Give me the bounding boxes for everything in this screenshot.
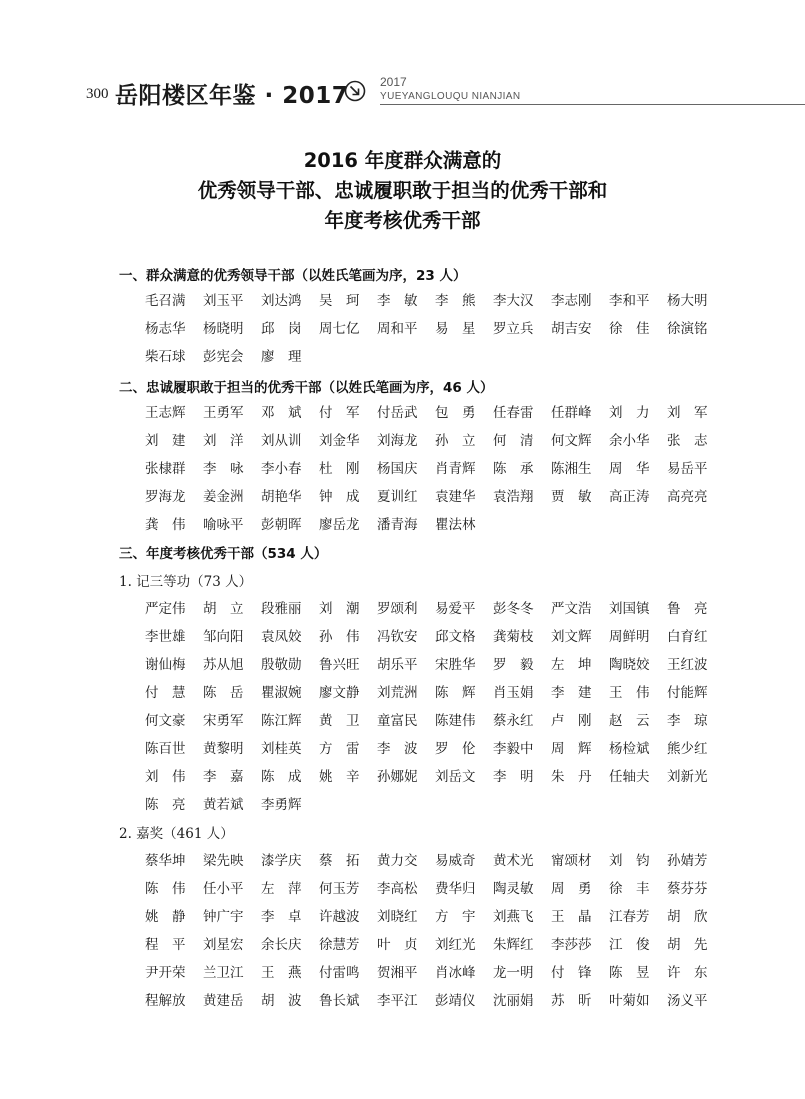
- person-name: 徐 佳: [609, 321, 650, 337]
- person-name: 鲁 亮: [667, 601, 708, 617]
- person-name: 熊少红: [667, 741, 708, 757]
- name-row: [145, 847, 725, 875]
- person-name: 陈建伟: [435, 713, 476, 729]
- person-name: 彭靖仪: [435, 993, 476, 1009]
- name-row: [145, 931, 725, 959]
- person-name: 叶 贞: [377, 937, 418, 953]
- person-name: 费华归: [435, 881, 476, 897]
- person-name: 胡 先: [667, 937, 708, 953]
- person-name: 易威奇: [435, 853, 476, 869]
- person-name: 包 勇: [435, 405, 476, 421]
- person-name: 陈湘生: [551, 461, 592, 477]
- person-name: 周 辉: [551, 741, 592, 757]
- person-name: 刘红光: [435, 937, 476, 953]
- name-row: [145, 399, 725, 427]
- person-name: 付雷鸣: [319, 965, 360, 981]
- person-name: 陈 辉: [435, 685, 476, 701]
- person-name: 严定伟: [145, 601, 186, 617]
- person-name: 罗立兵: [493, 321, 534, 337]
- person-name: 廖岳龙: [319, 517, 360, 533]
- person-name: 何文辉: [551, 433, 592, 449]
- person-name: 李志刚: [551, 293, 592, 309]
- person-name: 蔡华坤: [145, 853, 186, 869]
- person-name: 王 燕: [261, 965, 302, 981]
- person-name: 袁浩翔: [493, 489, 534, 505]
- person-name: 胡 立: [203, 601, 244, 617]
- person-name: 王红波: [667, 657, 708, 673]
- person-name: 朱辉红: [493, 937, 534, 953]
- person-name: 邱 岗: [261, 321, 302, 337]
- person-name: 任群峰: [551, 405, 592, 421]
- subsection-commendation-name-list: [145, 847, 725, 1015]
- person-name: 徐慧芳: [319, 937, 360, 953]
- person-name: 黄术光: [493, 853, 534, 869]
- name-row: [145, 791, 725, 819]
- person-name: 刘岳文: [435, 769, 476, 785]
- person-name: 李 咏: [203, 461, 244, 477]
- person-name: 张 志: [667, 433, 708, 449]
- person-name: 段雅丽: [261, 601, 302, 617]
- person-name: 肖玉娟: [493, 685, 534, 701]
- person-name: 胡乐平: [377, 657, 418, 673]
- name-row: [145, 763, 725, 791]
- person-name: 刘 洋: [203, 433, 244, 449]
- person-name: 李 建: [551, 685, 592, 701]
- person-name: 孙 伟: [319, 629, 360, 645]
- person-name: 龚 伟: [145, 517, 186, 533]
- person-name: 贺湘平: [377, 965, 418, 981]
- person-name: 易爱平: [435, 601, 476, 617]
- name-row: [145, 707, 725, 735]
- person-name: 陶晓姣: [609, 657, 650, 673]
- person-name: 易 星: [435, 321, 476, 337]
- person-name: 杨检斌: [609, 741, 650, 757]
- person-name: 李勇辉: [261, 797, 302, 813]
- section-1-heading: 一、群众满意的优秀领导干部（以姓氏笔画为序，23 人）: [119, 268, 467, 284]
- person-name: 肖青辉: [435, 461, 476, 477]
- person-name: 刘国镇: [609, 601, 650, 617]
- subsection-commendation-heading: 2. 嘉奖（461 人）: [119, 826, 234, 842]
- person-name: 胡吉安: [551, 321, 592, 337]
- person-name: 陈 昱: [609, 965, 650, 981]
- person-name: 姚 静: [145, 909, 186, 925]
- person-name: 冯钦安: [377, 629, 418, 645]
- person-name: 袁凤姣: [261, 629, 302, 645]
- person-name: 高亮亮: [667, 489, 708, 505]
- person-name: 程解放: [145, 993, 186, 1009]
- person-name: 邹向阳: [203, 629, 244, 645]
- person-name: 何玉芳: [319, 881, 360, 897]
- person-name: 胡 波: [261, 993, 302, 1009]
- person-name: 朱 丹: [551, 769, 592, 785]
- person-name: 付 慧: [145, 685, 186, 701]
- person-name: 喻咏平: [203, 517, 244, 533]
- name-row: [145, 343, 725, 371]
- person-name: 宋胜华: [435, 657, 476, 673]
- person-name: 方 宇: [435, 909, 476, 925]
- person-name: 童富民: [377, 713, 418, 729]
- person-name: 廖文静: [319, 685, 360, 701]
- person-name: 李 嘉: [203, 769, 244, 785]
- name-row: [145, 483, 725, 511]
- person-name: 李 卓: [261, 909, 302, 925]
- person-name: 陈百世: [145, 741, 186, 757]
- person-name: 徐 丰: [609, 881, 650, 897]
- person-name: 付 军: [319, 405, 360, 421]
- person-name: 陶灵敏: [493, 881, 534, 897]
- person-name: 孙 立: [435, 433, 476, 449]
- person-name: 鲁长斌: [319, 993, 360, 1009]
- person-name: 李世雄: [145, 629, 186, 645]
- subsection-merit-name-list: [145, 595, 725, 819]
- person-name: 江 俊: [609, 937, 650, 953]
- document-title: [0, 146, 805, 236]
- section-2-name-list: [145, 399, 725, 539]
- name-row: [145, 595, 725, 623]
- person-name: 付 锋: [551, 965, 592, 981]
- person-name: 李和平: [609, 293, 650, 309]
- name-row: [145, 679, 725, 707]
- person-name: 刘桂英: [261, 741, 302, 757]
- person-name: 黄黎明: [203, 741, 244, 757]
- person-name: 刘 力: [609, 405, 650, 421]
- person-name: 谢仙梅: [145, 657, 186, 673]
- person-name: 徐演铭: [667, 321, 708, 337]
- person-name: 梁先映: [203, 853, 244, 869]
- person-name: 柴石球: [145, 349, 186, 365]
- person-name: 瞿法林: [435, 517, 476, 533]
- name-row: [145, 903, 725, 931]
- person-name: 周和平: [377, 321, 418, 337]
- subsection-merit-heading: 1. 记三等功（73 人）: [119, 574, 253, 590]
- person-name: 龙一明: [493, 965, 534, 981]
- person-name: 杨志华: [145, 321, 186, 337]
- person-name: 叶菊如: [609, 993, 650, 1009]
- person-name: 许越波: [319, 909, 360, 925]
- person-name: 钟广宇: [203, 909, 244, 925]
- person-name: 鲁兴旺: [319, 657, 360, 673]
- section-2-heading: 二、忠诚履职敢于担当的优秀干部（以姓氏笔画为序，46 人）: [119, 380, 494, 396]
- person-name: 黄 卫: [319, 713, 360, 729]
- person-name: 刘星宏: [203, 937, 244, 953]
- page-header: [0, 70, 805, 110]
- person-name: 黄力交: [377, 853, 418, 869]
- page-number: 300: [86, 86, 109, 102]
- person-name: 余小华: [609, 433, 650, 449]
- person-name: 卢 刚: [551, 713, 592, 729]
- person-name: 刘 潮: [319, 601, 360, 617]
- name-row: [145, 287, 725, 315]
- person-name: 杨晓明: [203, 321, 244, 337]
- person-name: 刘燕飞: [493, 909, 534, 925]
- person-name: 吴 珂: [319, 293, 360, 309]
- person-name: 陈 亮: [145, 797, 186, 813]
- person-name: 蔡芬芬: [667, 881, 708, 897]
- person-name: 刘晓红: [377, 909, 418, 925]
- person-name: 兰卫江: [203, 965, 244, 981]
- name-row: [145, 623, 725, 651]
- name-row: [145, 735, 725, 763]
- person-name: 钟 成: [319, 489, 360, 505]
- person-name: 李莎莎: [551, 937, 592, 953]
- person-name: 陈 岳: [203, 685, 244, 701]
- person-name: 任小平: [203, 881, 244, 897]
- name-row: [145, 987, 725, 1015]
- person-name: 赵 云: [609, 713, 650, 729]
- person-name: 邓 斌: [261, 405, 302, 421]
- person-name: 左 坤: [551, 657, 592, 673]
- person-name: 陈江辉: [261, 713, 302, 729]
- person-name: 何文豪: [145, 713, 186, 729]
- book-title: 岳阳楼区年鉴 · 2017: [115, 83, 349, 109]
- person-name: 沈丽娟: [493, 993, 534, 1009]
- name-row: [145, 959, 725, 987]
- person-name: 周 华: [609, 461, 650, 477]
- person-name: 胡 欣: [667, 909, 708, 925]
- person-name: 孙婧芳: [667, 853, 708, 869]
- person-name: 漆学庆: [261, 853, 302, 869]
- person-name: 余长庆: [261, 937, 302, 953]
- person-name: 瞿淑婉: [261, 685, 302, 701]
- person-name: 李毅中: [493, 741, 534, 757]
- header-rule: [380, 104, 805, 105]
- person-name: 胡艳华: [261, 489, 302, 505]
- person-name: 邱文格: [435, 629, 476, 645]
- name-row: [145, 315, 725, 343]
- person-name: 张棣群: [145, 461, 186, 477]
- person-name: 付能辉: [667, 685, 708, 701]
- person-name: 彭冬冬: [493, 601, 534, 617]
- person-name: 白育红: [667, 629, 708, 645]
- person-name: 付岳武: [377, 405, 418, 421]
- person-name: 彭朝晖: [261, 517, 302, 533]
- person-name: 罗 毅: [493, 657, 534, 673]
- person-name: 杨国庆: [377, 461, 418, 477]
- person-name: 刘 伟: [145, 769, 186, 785]
- person-name: 任轴夫: [609, 769, 650, 785]
- person-name: 李小春: [261, 461, 302, 477]
- person-name: 孙娜妮: [377, 769, 418, 785]
- section-3-heading: 三、年度考核优秀干部（534 人）: [119, 546, 328, 562]
- person-name: 王志辉: [145, 405, 186, 421]
- person-name: 廖 理: [261, 349, 302, 365]
- header-year: 2017: [380, 75, 407, 89]
- person-name: 严文浩: [551, 601, 592, 617]
- person-name: 王 伟: [609, 685, 650, 701]
- person-name: 杜 刚: [319, 461, 360, 477]
- name-row: [145, 511, 725, 539]
- person-name: 姚 辛: [319, 769, 360, 785]
- person-name: 何 清: [493, 433, 534, 449]
- person-name: 袁建华: [435, 489, 476, 505]
- name-row: [145, 875, 725, 903]
- person-name: 王 晶: [551, 909, 592, 925]
- person-name: 彭宪会: [203, 349, 244, 365]
- person-name: 毛召满: [145, 293, 186, 309]
- person-name: 易岳平: [667, 461, 708, 477]
- person-name: 黄若斌: [203, 797, 244, 813]
- person-name: 刘 军: [667, 405, 708, 421]
- person-name: 罗 伦: [435, 741, 476, 757]
- person-name: 罗颂利: [377, 601, 418, 617]
- person-name: 高正涛: [609, 489, 650, 505]
- person-name: 肖冰峰: [435, 965, 476, 981]
- person-name: 陈 成: [261, 769, 302, 785]
- person-name: 宋勇军: [203, 713, 244, 729]
- title-line-3: 年度考核优秀干部: [324, 209, 481, 232]
- person-name: 方 雷: [319, 741, 360, 757]
- person-name: 刘达鸿: [261, 293, 302, 309]
- person-name: 刘海龙: [377, 433, 418, 449]
- person-name: 李 琼: [667, 713, 708, 729]
- person-name: 李大汉: [493, 293, 534, 309]
- person-name: 陈 承: [493, 461, 534, 477]
- person-name: 任春雷: [493, 405, 534, 421]
- header-english-title: YUEYANGLOUQU NIANJIAN: [380, 91, 521, 102]
- person-name: 刘 钧: [609, 853, 650, 869]
- person-name: 蔡永红: [493, 713, 534, 729]
- person-name: 黄建岳: [203, 993, 244, 1009]
- person-name: 李 明: [493, 769, 534, 785]
- person-name: 杨大明: [667, 293, 708, 309]
- name-row: [145, 651, 725, 679]
- person-name: 尹开荣: [145, 965, 186, 981]
- title-line-2: 优秀领导干部、忠诚履职敢于担当的优秀干部和: [197, 179, 608, 202]
- person-name: 刘 建: [145, 433, 186, 449]
- person-name: 甯颂材: [551, 853, 592, 869]
- person-name: 刘荒洲: [377, 685, 418, 701]
- person-name: 刘玉平: [203, 293, 244, 309]
- person-name: 刘文辉: [551, 629, 592, 645]
- person-name: 刘新光: [667, 769, 708, 785]
- person-name: 夏训红: [377, 489, 418, 505]
- person-name: 左 萍: [261, 881, 302, 897]
- person-name: 姜金洲: [203, 489, 244, 505]
- person-name: 殷敬勋: [261, 657, 302, 673]
- person-name: 贾 敏: [551, 489, 592, 505]
- person-name: 王勇军: [203, 405, 244, 421]
- title-line-1: 2016 年度群众满意的: [303, 149, 502, 172]
- person-name: 汤义平: [667, 993, 708, 1009]
- person-name: 许 东: [667, 965, 708, 981]
- person-name: 蔡 拓: [319, 853, 360, 869]
- person-name: 龚菊枝: [493, 629, 534, 645]
- name-row: [145, 427, 725, 455]
- person-name: 刘金华: [319, 433, 360, 449]
- person-name: 李平江: [377, 993, 418, 1009]
- person-name: 苏 昕: [551, 993, 592, 1009]
- person-name: 程 平: [145, 937, 186, 953]
- person-name: 李 敏: [377, 293, 418, 309]
- person-name: 李 波: [377, 741, 418, 757]
- name-row: [145, 455, 725, 483]
- person-name: 陈 伟: [145, 881, 186, 897]
- person-name: 罗海龙: [145, 489, 186, 505]
- person-name: 江春芳: [609, 909, 650, 925]
- person-name: 李高松: [377, 881, 418, 897]
- person-name: 李 熊: [435, 293, 476, 309]
- person-name: 周鲜明: [609, 629, 650, 645]
- circle-arrow-icon: [344, 80, 366, 102]
- person-name: 周七亿: [319, 321, 360, 337]
- person-name: 周 勇: [551, 881, 592, 897]
- person-name: 刘从训: [261, 433, 302, 449]
- section-1-name-list: [145, 287, 725, 371]
- person-name: 苏从旭: [203, 657, 244, 673]
- person-name: 潘青海: [377, 517, 418, 533]
